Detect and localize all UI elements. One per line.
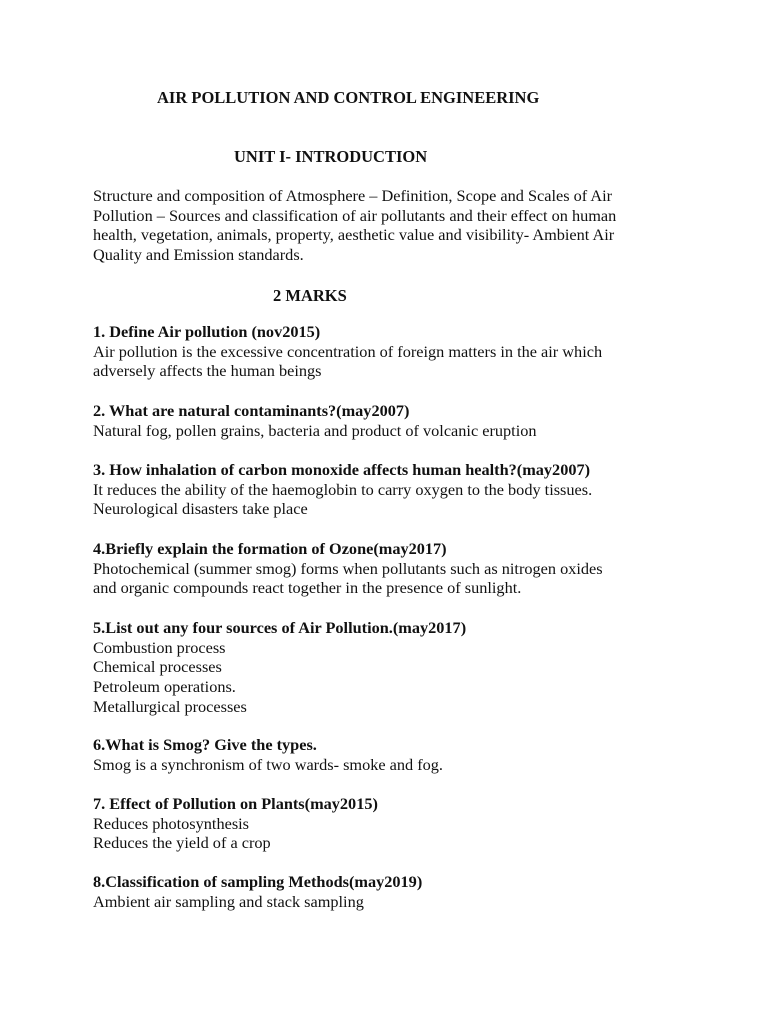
question-block-6 xyxy=(93,735,713,774)
section-heading-2-marks: 2 MARKS xyxy=(273,286,347,305)
unit-heading: UNIT I- INTRODUCTION xyxy=(234,147,428,166)
answer-line: Reduces photosynthesis xyxy=(93,813,250,833)
question-block-7 xyxy=(93,794,713,853)
answer-line: and organic compounds react together in the presence of sunlight. xyxy=(93,578,522,598)
answer-line: Ambient air sampling and stack sampling xyxy=(93,891,364,911)
question-text: 6.What is Smog? Give the types. xyxy=(93,735,317,754)
question-text: 1. Define Air pollution (nov2015) xyxy=(93,322,321,341)
unit-syllabus-paragraph xyxy=(93,186,693,265)
answer-line: Air pollution is the excessive concentration of foreign matters in the air which xyxy=(93,341,603,361)
question-block-8 xyxy=(93,872,713,911)
answer-line: It reduces the ability of the haemoglobin to carry oxygen to the body tissues. xyxy=(93,479,593,499)
answer-line: Petroleum operations. xyxy=(93,677,236,697)
answer-line: Natural fog, pollen grains, bacteria and product of volcanic eruption xyxy=(93,420,537,440)
syllabus-line: health, vegetation, animals, property, aesthetic value and visibility- Ambient Air xyxy=(93,225,615,245)
question-block-4 xyxy=(93,539,713,598)
answer-line: Smog is a synchronism of two wards- smoke and fog. xyxy=(93,754,444,774)
question-text: 8.Classification of sampling Methods(may2019) xyxy=(93,872,423,891)
syllabus-line: Quality and Emission standards. xyxy=(93,245,304,265)
question-text: 7. Effect of Pollution on Plants(may2015) xyxy=(93,794,378,813)
document-title: AIR POLLUTION AND CONTROL ENGINEERING xyxy=(157,88,540,107)
question-text: 4.Briefly explain the formation of Ozone(may2017) xyxy=(93,539,447,558)
answer-line: Photochemical (summer smog) forms when pollutants such as nitrogen oxides xyxy=(93,558,603,578)
question-block-1 xyxy=(93,322,713,381)
answer-line: adversely affects the human beings xyxy=(93,361,322,381)
question-text: 5.List out any four sources of Air Pollution.(may2017) xyxy=(93,618,467,637)
syllabus-line: Pollution – Sources and classification of air pollutants and their effect on human xyxy=(93,205,617,225)
question-block-3 xyxy=(93,460,713,519)
answer-line: Neurological disasters take place xyxy=(93,499,308,519)
question-text: 2. What are natural contaminants?(may2007) xyxy=(93,401,410,420)
answer-line: Reduces the yield of a crop xyxy=(93,833,271,853)
question-text: 3. How inhalation of carbon monoxide affects human health?(may2007) xyxy=(93,460,591,479)
answer-line: Metallurgical processes xyxy=(93,696,247,716)
question-block-2 xyxy=(93,401,713,440)
question-block-5 xyxy=(93,618,713,717)
answer-line: Chemical processes xyxy=(93,657,222,677)
answer-line: Combustion process xyxy=(93,637,226,657)
syllabus-line: Structure and composition of Atmosphere – Definition, Scope and Scales of Air xyxy=(93,186,613,205)
